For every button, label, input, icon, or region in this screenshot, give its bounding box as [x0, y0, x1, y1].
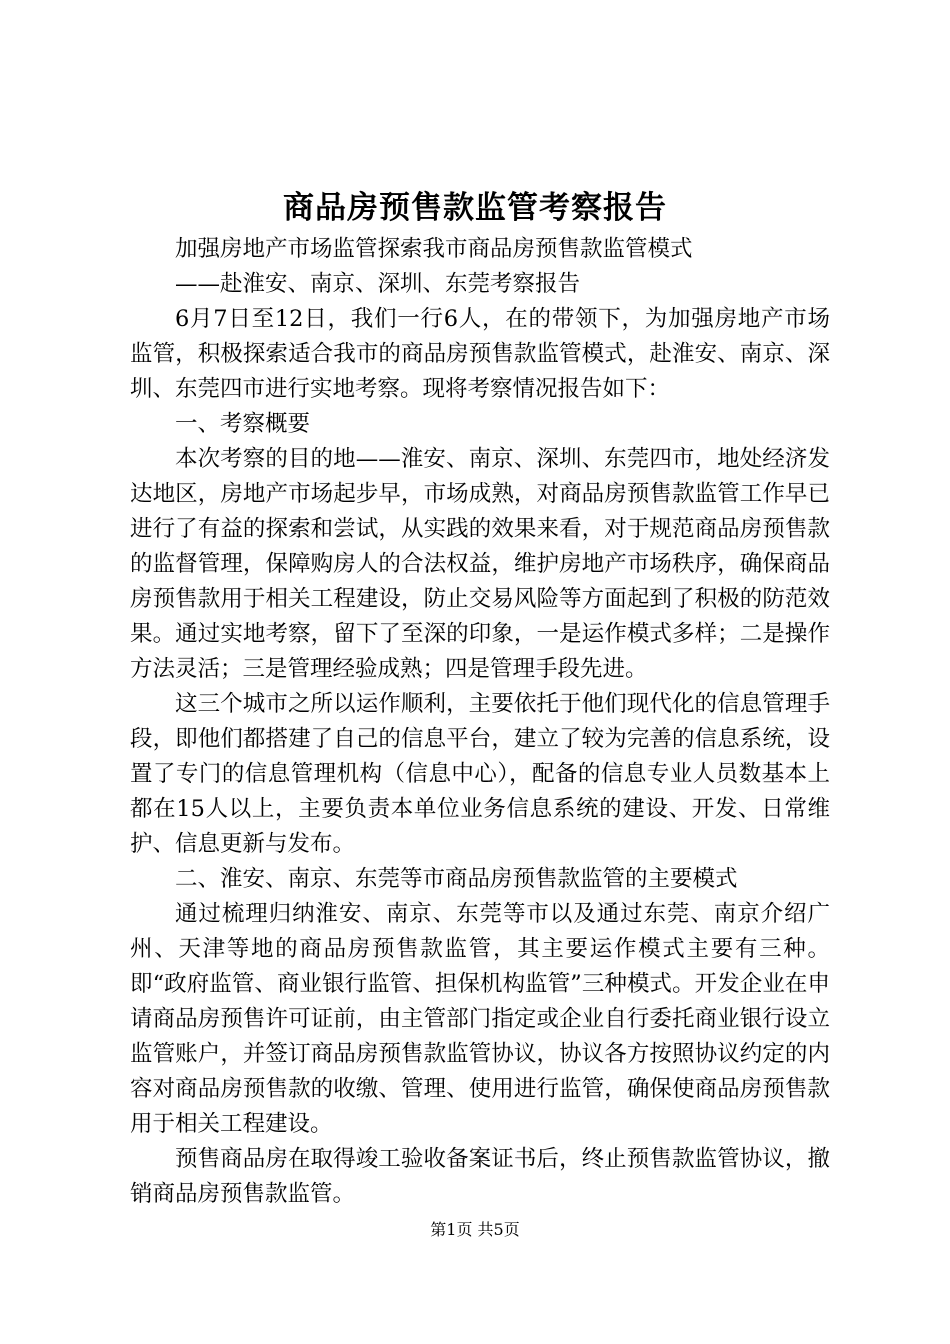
subtitle-line-2: ——赴淮安、南京、深圳、东莞考察报告 — [175, 271, 581, 297]
modes-paragraph: 通过梳理归纳淮安、南京、东莞等市以及通过东莞、南京介绍广州、天津等地的商品房预售款监管，其主要运作模式主要有三种。即“政府监管、商业银行监管、担保机构监管”三种模式。开发企业在申请商品房预售许可证前，由主管部门指定或企业自行委托商业银行设立监管账户，并签订商品房预售款监管协议，协议各方按照协议约定的内容对商品房预售款的收缴、管理、使用进行监管，确保使商品房预售款用于相关工程建设。 — [130, 901, 830, 1137]
overview-paragraph: 本次考察的目的地——淮安、南京、深圳、东莞四市，地处经济发达地区，房地产市场起步早，市场成熟，对商品房预售款监管工作早已进行了有益的探索和尝试，从实践的效果来看，对于规范商品房预售款的监督管理，保障购房人的合法权益，维护房地产市场秩序，确保商品房预售款用于相关工程建设，防止交易风险等方面起到了积极的防范效果。通过实地考察，留下了至深的印象，一是运作模式多样；二是操作方法灵活；三是管理经验成熟；四是管理手段先进。 — [130, 446, 830, 682]
document-title: 商品房预售款监管考察报告 — [283, 190, 667, 226]
termination-paragraph: 预售商品房在取得竣工验收备案证书后，终止预售款监管协议，撤销商品房预售款监管。 — [130, 1146, 830, 1207]
document-body — [130, 232, 830, 1212]
intro-paragraph: 6月7日至12日，我们一行6人，在的带领下，为加强房地产市场监管，积极探索适合我市的商品房预售款监管模式，赴淮安、南京、深圳、东莞四市进行实地考察。现将考察情况报告如下： — [130, 306, 830, 402]
section-heading-1: 一、考察概要 — [175, 411, 311, 437]
section-heading-2: 二、淮安、南京、东莞等市商品房预售款监管的主要模式 — [175, 866, 738, 892]
info-system-paragraph: 这三个城市之所以运作顺利，主要依托于他们现代化的信息管理手段，即他们都搭建了自己的信息平台，建立了较为完善的信息系统，设置了专门的信息管理机构（信息中心），配备的信息专业人员数基本上都在15人以上，主要负责本单位业务信息系统的建设、开发、日常维护、信息更新与发布。 — [130, 691, 830, 857]
page-number: 第1页 共5页 — [430, 1220, 520, 1239]
subtitle-line-1: 加强房地产市场监管探索我市商品房预售款监管模式 — [175, 236, 693, 262]
